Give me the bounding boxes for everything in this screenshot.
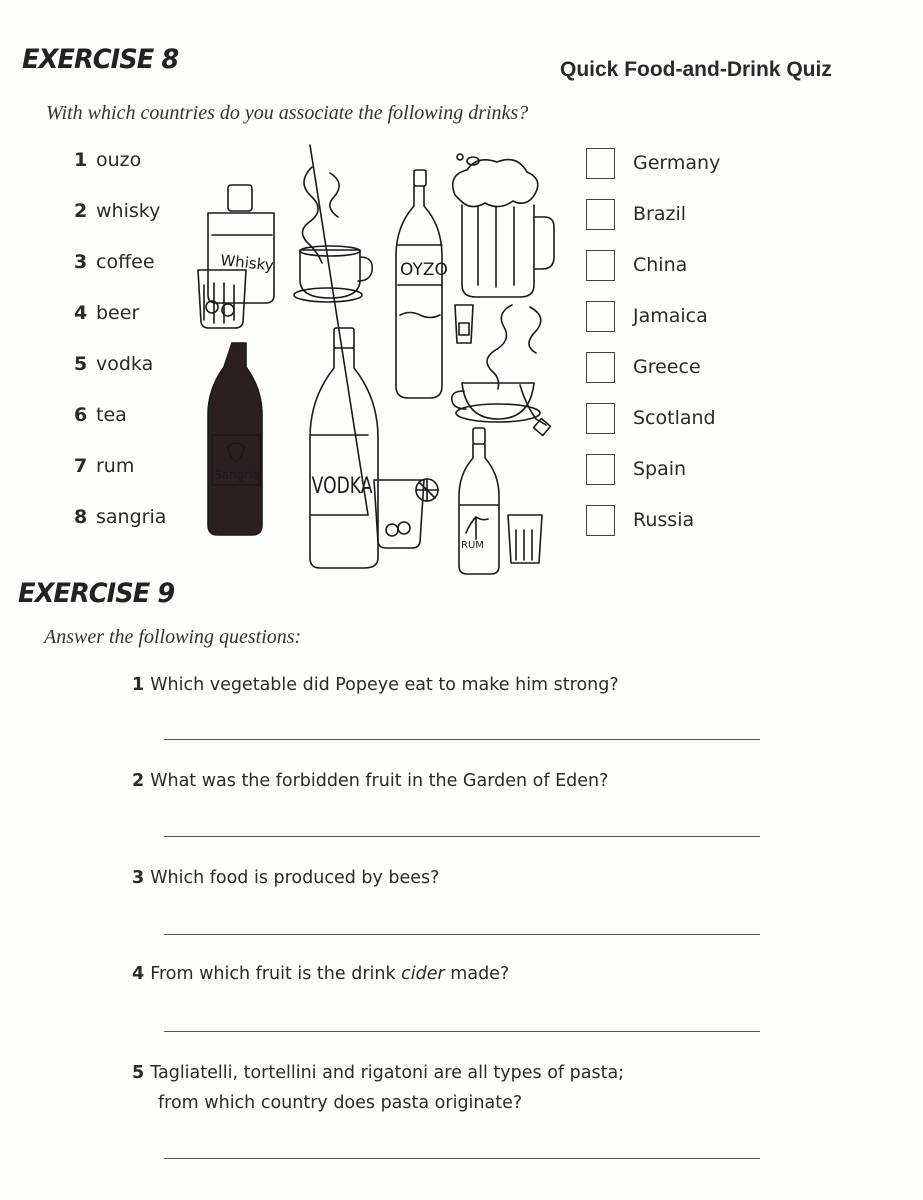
ouzo-bottle-icon (396, 170, 448, 398)
drink-name: ouzo (96, 149, 142, 171)
drink-number: 6 (74, 404, 88, 426)
beer-mug-icon (453, 154, 554, 297)
drink-item-whisky (74, 198, 166, 224)
drink-item-coffee (74, 249, 166, 275)
question-text: Which vegetable did Popeye eat to make him strong? (150, 675, 619, 695)
drink-name: tea (96, 404, 127, 426)
country-label: Jamaica (633, 305, 708, 327)
vodka-label: VODKA (311, 472, 373, 499)
country-label: China (633, 254, 688, 276)
question-1 (132, 672, 619, 698)
answer-line-4[interactable] (164, 1031, 760, 1032)
checkbox[interactable] (586, 505, 615, 536)
drink-number: 2 (74, 200, 88, 222)
country-label: Scotland (633, 407, 716, 429)
vodka-glass-icon (374, 479, 438, 548)
countries-list (586, 145, 720, 538)
question-text-after: made? (444, 964, 510, 984)
answer-line-2[interactable] (164, 836, 760, 837)
drink-number: 7 (74, 455, 88, 477)
shot-glass-icon (455, 305, 473, 343)
sangria-label: Sangria (214, 468, 260, 482)
drink-name: vodka (96, 353, 154, 375)
question-4 (132, 961, 509, 987)
drink-item-ouzo (74, 147, 166, 173)
exercise-8-instruction: With which countries do you associate the following drinks? (46, 102, 529, 124)
question-text-line-2: from which country does pasta originate? (158, 1093, 523, 1113)
question-number: 4 (132, 964, 145, 984)
ouzo-label: OYZO (400, 260, 448, 280)
checkbox[interactable] (586, 454, 615, 485)
country-option-scotland[interactable] (586, 400, 720, 436)
answer-line-5[interactable] (164, 1158, 760, 1159)
exercise-8-title: EXERCISE 8 (22, 44, 179, 75)
country-label: Germany (633, 152, 721, 174)
drink-item-rum (74, 453, 166, 479)
rum-bottle-icon (459, 428, 499, 574)
drink-number: 5 (74, 353, 88, 375)
drink-number: 1 (74, 149, 88, 171)
question-text-italic: cider (401, 964, 445, 984)
drink-name: sangria (96, 506, 167, 528)
country-label: Spain (633, 458, 687, 480)
whisky-glass-icon (198, 270, 246, 328)
checkbox[interactable] (586, 199, 615, 230)
rum-glass-icon (508, 515, 542, 563)
whisky-bottle-icon (208, 185, 275, 303)
exercise-9-title: EXERCISE 9 (18, 578, 175, 609)
question-number: 3 (132, 868, 145, 888)
rum-label: RUM (461, 540, 484, 551)
country-option-jamaica[interactable] (586, 298, 720, 334)
question-text-before: From which fruit is the drink (150, 964, 402, 984)
drink-number: 4 (74, 302, 88, 324)
country-option-spain[interactable] (586, 451, 720, 487)
answer-line-3[interactable] (164, 934, 760, 935)
question-text: Which food is produced by bees? (150, 868, 440, 888)
question-3 (132, 865, 439, 891)
drink-item-tea (74, 402, 166, 428)
question-number: 1 (132, 675, 145, 695)
exercise-9-instruction: Answer the following questions: (44, 626, 302, 648)
question-5 (132, 1060, 624, 1116)
country-label: Brazil (633, 203, 687, 225)
whisky-label: Whisky (219, 251, 275, 275)
country-option-russia[interactable] (586, 502, 720, 538)
checkbox[interactable] (586, 403, 615, 434)
country-option-brazil[interactable] (586, 196, 720, 232)
question-number: 2 (132, 771, 145, 791)
drink-name: whisky (96, 200, 161, 222)
drink-item-sangria (74, 504, 166, 530)
drink-item-beer (74, 300, 166, 326)
checkbox[interactable] (586, 352, 615, 383)
country-option-greece[interactable] (586, 349, 720, 385)
drink-name: coffee (96, 251, 155, 273)
question-text: What was the forbidden fruit in the Garden of Eden? (150, 771, 609, 791)
coffee-cup-icon (294, 167, 372, 302)
country-option-germany[interactable] (586, 145, 720, 181)
checkbox[interactable] (586, 148, 615, 179)
quiz-title: Quick Food-and-Drink Quiz (560, 58, 832, 81)
sangria-bottle-icon (208, 343, 262, 535)
drink-name: beer (96, 302, 140, 324)
drink-number: 3 (74, 251, 88, 273)
country-option-china[interactable] (586, 247, 720, 283)
checkbox[interactable] (586, 250, 615, 281)
vodka-bottle-icon (310, 145, 378, 568)
country-label: Greece (633, 356, 701, 378)
drinks-list (74, 147, 166, 530)
question-number: 5 (132, 1063, 145, 1083)
drinks-illustration (190, 145, 570, 575)
drink-number: 8 (74, 506, 88, 528)
country-label: Russia (633, 509, 695, 531)
drink-item-vodka (74, 351, 166, 377)
question-text-line-1: Tagliatelli, tortellini and rigatoni are all types of pasta; (150, 1063, 625, 1083)
drink-name: rum (96, 455, 135, 477)
answer-line-1[interactable] (164, 739, 760, 740)
checkbox[interactable] (586, 301, 615, 332)
question-2 (132, 768, 608, 794)
tea-cup-icon (452, 305, 551, 435)
